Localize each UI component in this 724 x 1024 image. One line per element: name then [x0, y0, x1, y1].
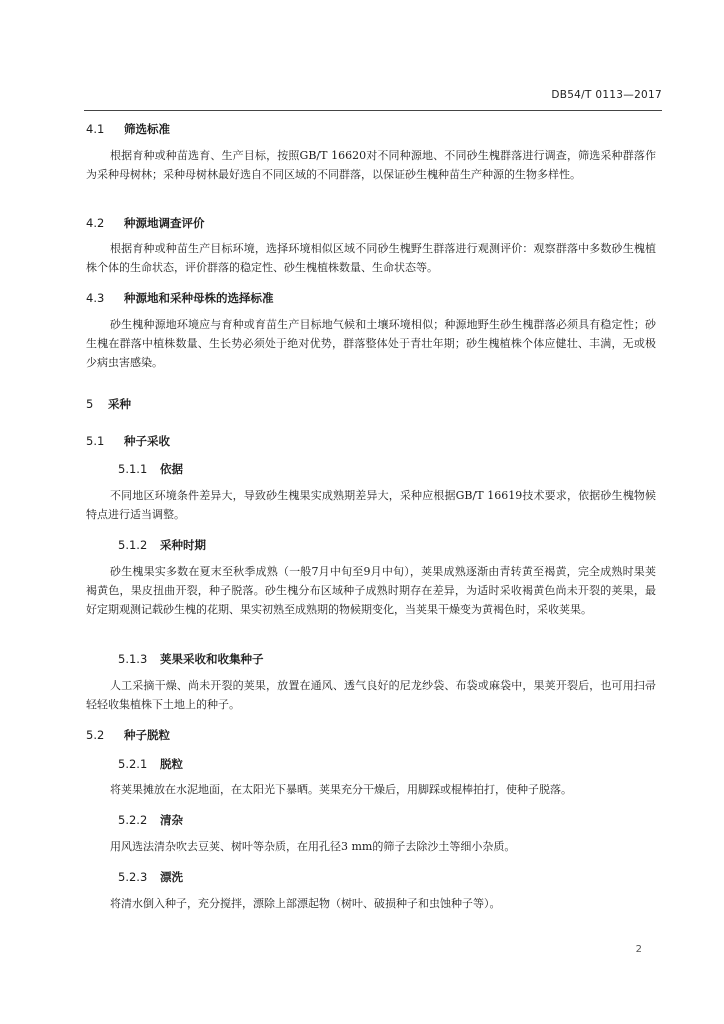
heading-title: 依据	[160, 462, 183, 476]
heading-5-2-2	[118, 812, 183, 828]
heading-number: 5.1.3	[118, 652, 148, 666]
heading-title: 种源地和采种母株的选择标准	[124, 291, 274, 305]
page-number: 2	[635, 944, 642, 955]
heading-number: 5.1	[86, 434, 105, 448]
heading-number: 5.2.1	[118, 757, 148, 771]
paragraph-4-2: 根据育种或种苗生产目标环境，选择环境相似区域不同砂生槐野生群落进行观测评价：观察群落中多数砂生槐植株个体的生命状态，评价群落的稳定性、砂生槐植株数量、生命状态等。	[86, 242, 656, 274]
heading-title: 漂洗	[160, 870, 183, 884]
paragraph-5-2-2: 用风选法清杂吹去豆荚、树叶等杂质，在用孔径3 mm的筛子去除沙土等细小杂质。	[110, 840, 516, 853]
heading-number: 5.1.1	[118, 462, 148, 476]
heading-number: 4.2	[86, 216, 105, 230]
heading-number: 5	[86, 397, 94, 411]
heading-title: 清杂	[160, 813, 183, 827]
heading-number: 4.1	[86, 122, 105, 136]
paragraph-5-2-1: 将荚果摊放在水泥地面，在太阳光下暴晒。荚果充分干燥后，用脚踩或棍棒拍打，使种子脱落。	[110, 783, 572, 796]
paragraph-5-1-3: 人工采摘干燥、尚未开裂的荚果，放置在通风、透气良好的尼龙纱袋、布袋或麻袋中，果荚开裂后，也可用扫帚轻轻收集植株下土地上的种子。	[86, 679, 656, 711]
paragraph-5-2-3: 将清水倒入种子，充分搅拌，漂除上部漂起物（树叶、破损种子和虫蚀种子等）。	[110, 897, 501, 910]
heading-4-3	[86, 290, 274, 306]
heading-number: 5.1.2	[118, 538, 148, 552]
header-rule	[84, 110, 662, 111]
heading-title: 采种时期	[160, 538, 206, 552]
heading-number: 5.2.2	[118, 813, 148, 827]
heading-5-1-2	[118, 537, 206, 553]
heading-number: 5.2	[86, 728, 105, 742]
paragraph-5-1-2: 砂生槐果实多数在夏末至秋季成熟（一般7月中旬至9月中旬），荚果成熟逐渐由青转黄至褐黄，完全成熟时果荚褐黄色，果皮扭曲开裂，种子脱落。砂生槐分布区域种子成熟时期存在差异，为适时采收褐黄色尚未开裂的荚果，最好定期观测记载砂生槐的花期、果实初熟至成熟期的物候期变化，当荚果干燥变为黄褐色时，采收荚果。	[86, 565, 656, 616]
paragraph-5-1-1: 不同地区环境条件差异大，导致砂生槐果实成熟期差异大，采种应根据GB/T 16619技术要求，依据砂生槐物候特点进行适当调整。	[86, 489, 656, 521]
heading-title: 脱粒	[160, 757, 183, 771]
heading-title: 采种	[108, 397, 131, 411]
heading-title: 筛选标准	[124, 122, 170, 136]
heading-5-2-1	[118, 756, 183, 772]
heading-title: 种子脱粒	[124, 728, 170, 742]
paragraph-4-3: 砂生槐种源地环境应与育种或育苗生产目标地气候和土壤环境相似；种源地野生砂生槐群落必须具有稳定性；砂生槐在群落中植株数量、生长势必须处于绝对优势，群落整体处于青壮年期；砂生槐植株个体应健壮、丰满，无或极少病虫害感染。	[86, 318, 656, 369]
heading-5-1-3	[118, 651, 264, 667]
heading-number: 4.3	[86, 291, 105, 305]
heading-5-1	[86, 433, 170, 449]
heading-title: 荚果采收和收集种子	[160, 652, 264, 666]
heading-5-1-1	[118, 461, 183, 477]
heading-title: 种子采收	[124, 434, 170, 448]
heading-5-2	[86, 727, 170, 743]
heading-4-1	[86, 121, 170, 137]
heading-5-2-3	[118, 869, 183, 885]
paragraph-4-1: 根据育种或种苗选育、生产目标，按照GB/T 16620对不同种源地、不同砂生槐群落进行调查，筛选采种群落作为采种母树林；采种母树林最好选自不同区域的不同群落，以保证砂生槐种苗生产种源的生物多样性。	[86, 149, 656, 181]
heading-4-2	[86, 215, 205, 231]
document-id-header: DB54/T 0113—2017	[551, 89, 662, 101]
heading-number: 5.2.3	[118, 870, 148, 884]
heading-title: 种源地调查评价	[124, 216, 205, 230]
heading-5	[86, 396, 131, 412]
